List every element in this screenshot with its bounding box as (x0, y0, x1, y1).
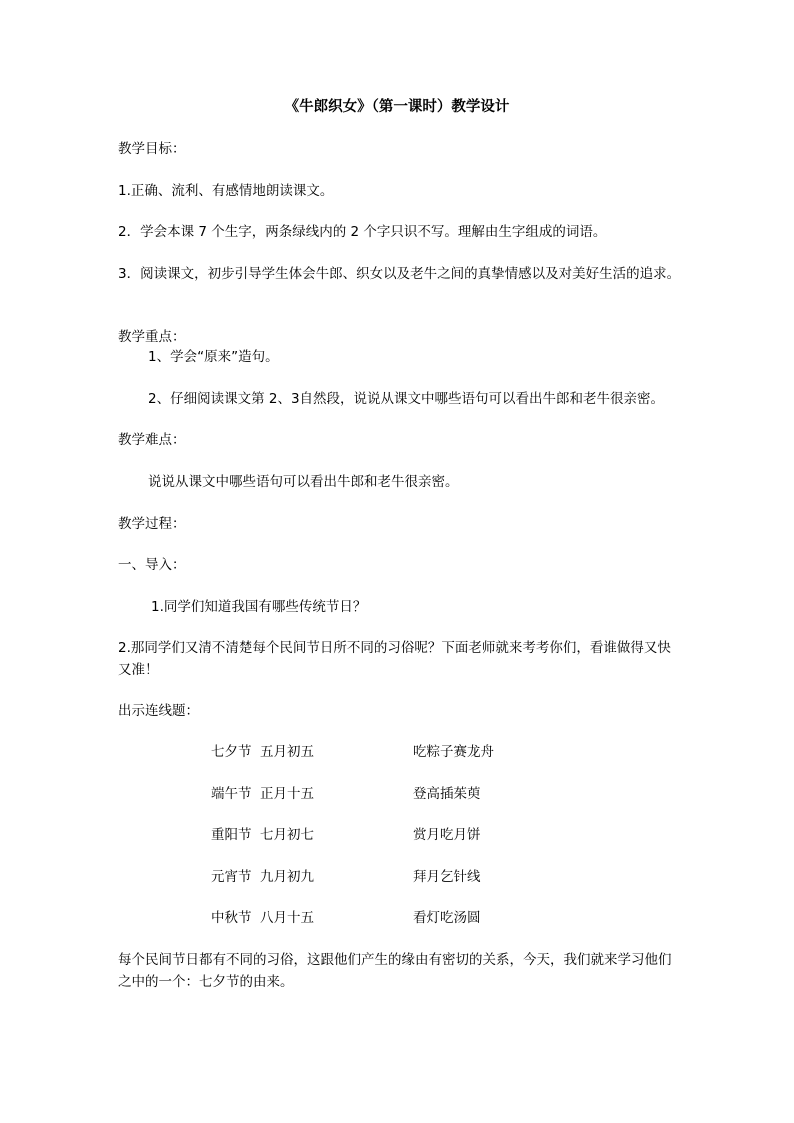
festival-name: 七夕节 (211, 744, 252, 760)
closing-paragraph: 每个民间节日都有不同的习俗，这跟他们产生的缘由有密切的关系，今天，我们就来学习他们之中的一个：七夕节的由来。 (118, 952, 672, 990)
festival-name: 重阳节 (211, 827, 252, 843)
section-1-heading: 一、导入： (118, 557, 186, 573)
festival-date: 九月初九 (260, 869, 314, 885)
festival-date: 正月十五 (260, 786, 314, 802)
step-1: 1.同学们知道我国有哪些传统节日？ (151, 599, 367, 615)
objectives-heading: 教学目标： (118, 141, 186, 157)
matching-row (0, 783, 794, 805)
festival-custom: 吃粽子赛龙舟 (413, 744, 494, 760)
objective-1: 1.正确、流利、有感情地朗读课文。 (118, 183, 334, 199)
matching-row (0, 741, 794, 763)
objective-3: 3．阅读课文，初步引导学生体会牛郎、织女以及老牛之间的真挚情感以及对美好生活的追求。 (118, 266, 681, 282)
key-points-heading: 教学重点： (118, 329, 186, 345)
festival-custom: 看灯吃汤圆 (413, 910, 481, 926)
festival-name: 元宵节 (211, 869, 252, 885)
matching-row (0, 824, 794, 846)
key-point-2: 2、仔细阅读课文第 2、3自然段，说说从课文中哪些语句可以看出牛郎和老牛很亲密。 (148, 391, 665, 407)
festival-date: 八月十五 (260, 910, 314, 926)
step-2: 2.那同学们又清不清楚每个民间节日所不同的习俗呢？下面老师就来考考你们，看谁做得又快又准！ (118, 640, 671, 678)
process-heading: 教学过程： (118, 516, 186, 532)
festival-custom: 拜月乞针线 (413, 869, 481, 885)
festival-custom: 赏月吃月饼 (413, 827, 481, 843)
matching-row (0, 907, 794, 929)
festival-custom: 登高插茱萸 (413, 786, 481, 802)
difficulty-1: 说说从课文中哪些语句可以看出牛郎和老牛很亲密。 (148, 474, 459, 490)
festival-name: 中秋节 (211, 910, 252, 926)
matching-heading: 出示连线题： (118, 703, 199, 719)
festival-date: 七月初七 (260, 827, 314, 843)
document-title: 《牛郎织女》（第一课时）教学设计 (284, 99, 510, 115)
festival-date: 五月初五 (260, 744, 314, 760)
difficulty-heading: 教学难点： (118, 432, 186, 448)
matching-row (0, 866, 794, 888)
festival-name: 端午节 (211, 786, 252, 802)
key-point-1: 1、学会“原来”造句。 (148, 349, 279, 365)
objective-2: 2．学会本课 7 个生字，两条绿线内的 2 个字只识不写。理解由生字组成的词语。 (118, 224, 607, 240)
